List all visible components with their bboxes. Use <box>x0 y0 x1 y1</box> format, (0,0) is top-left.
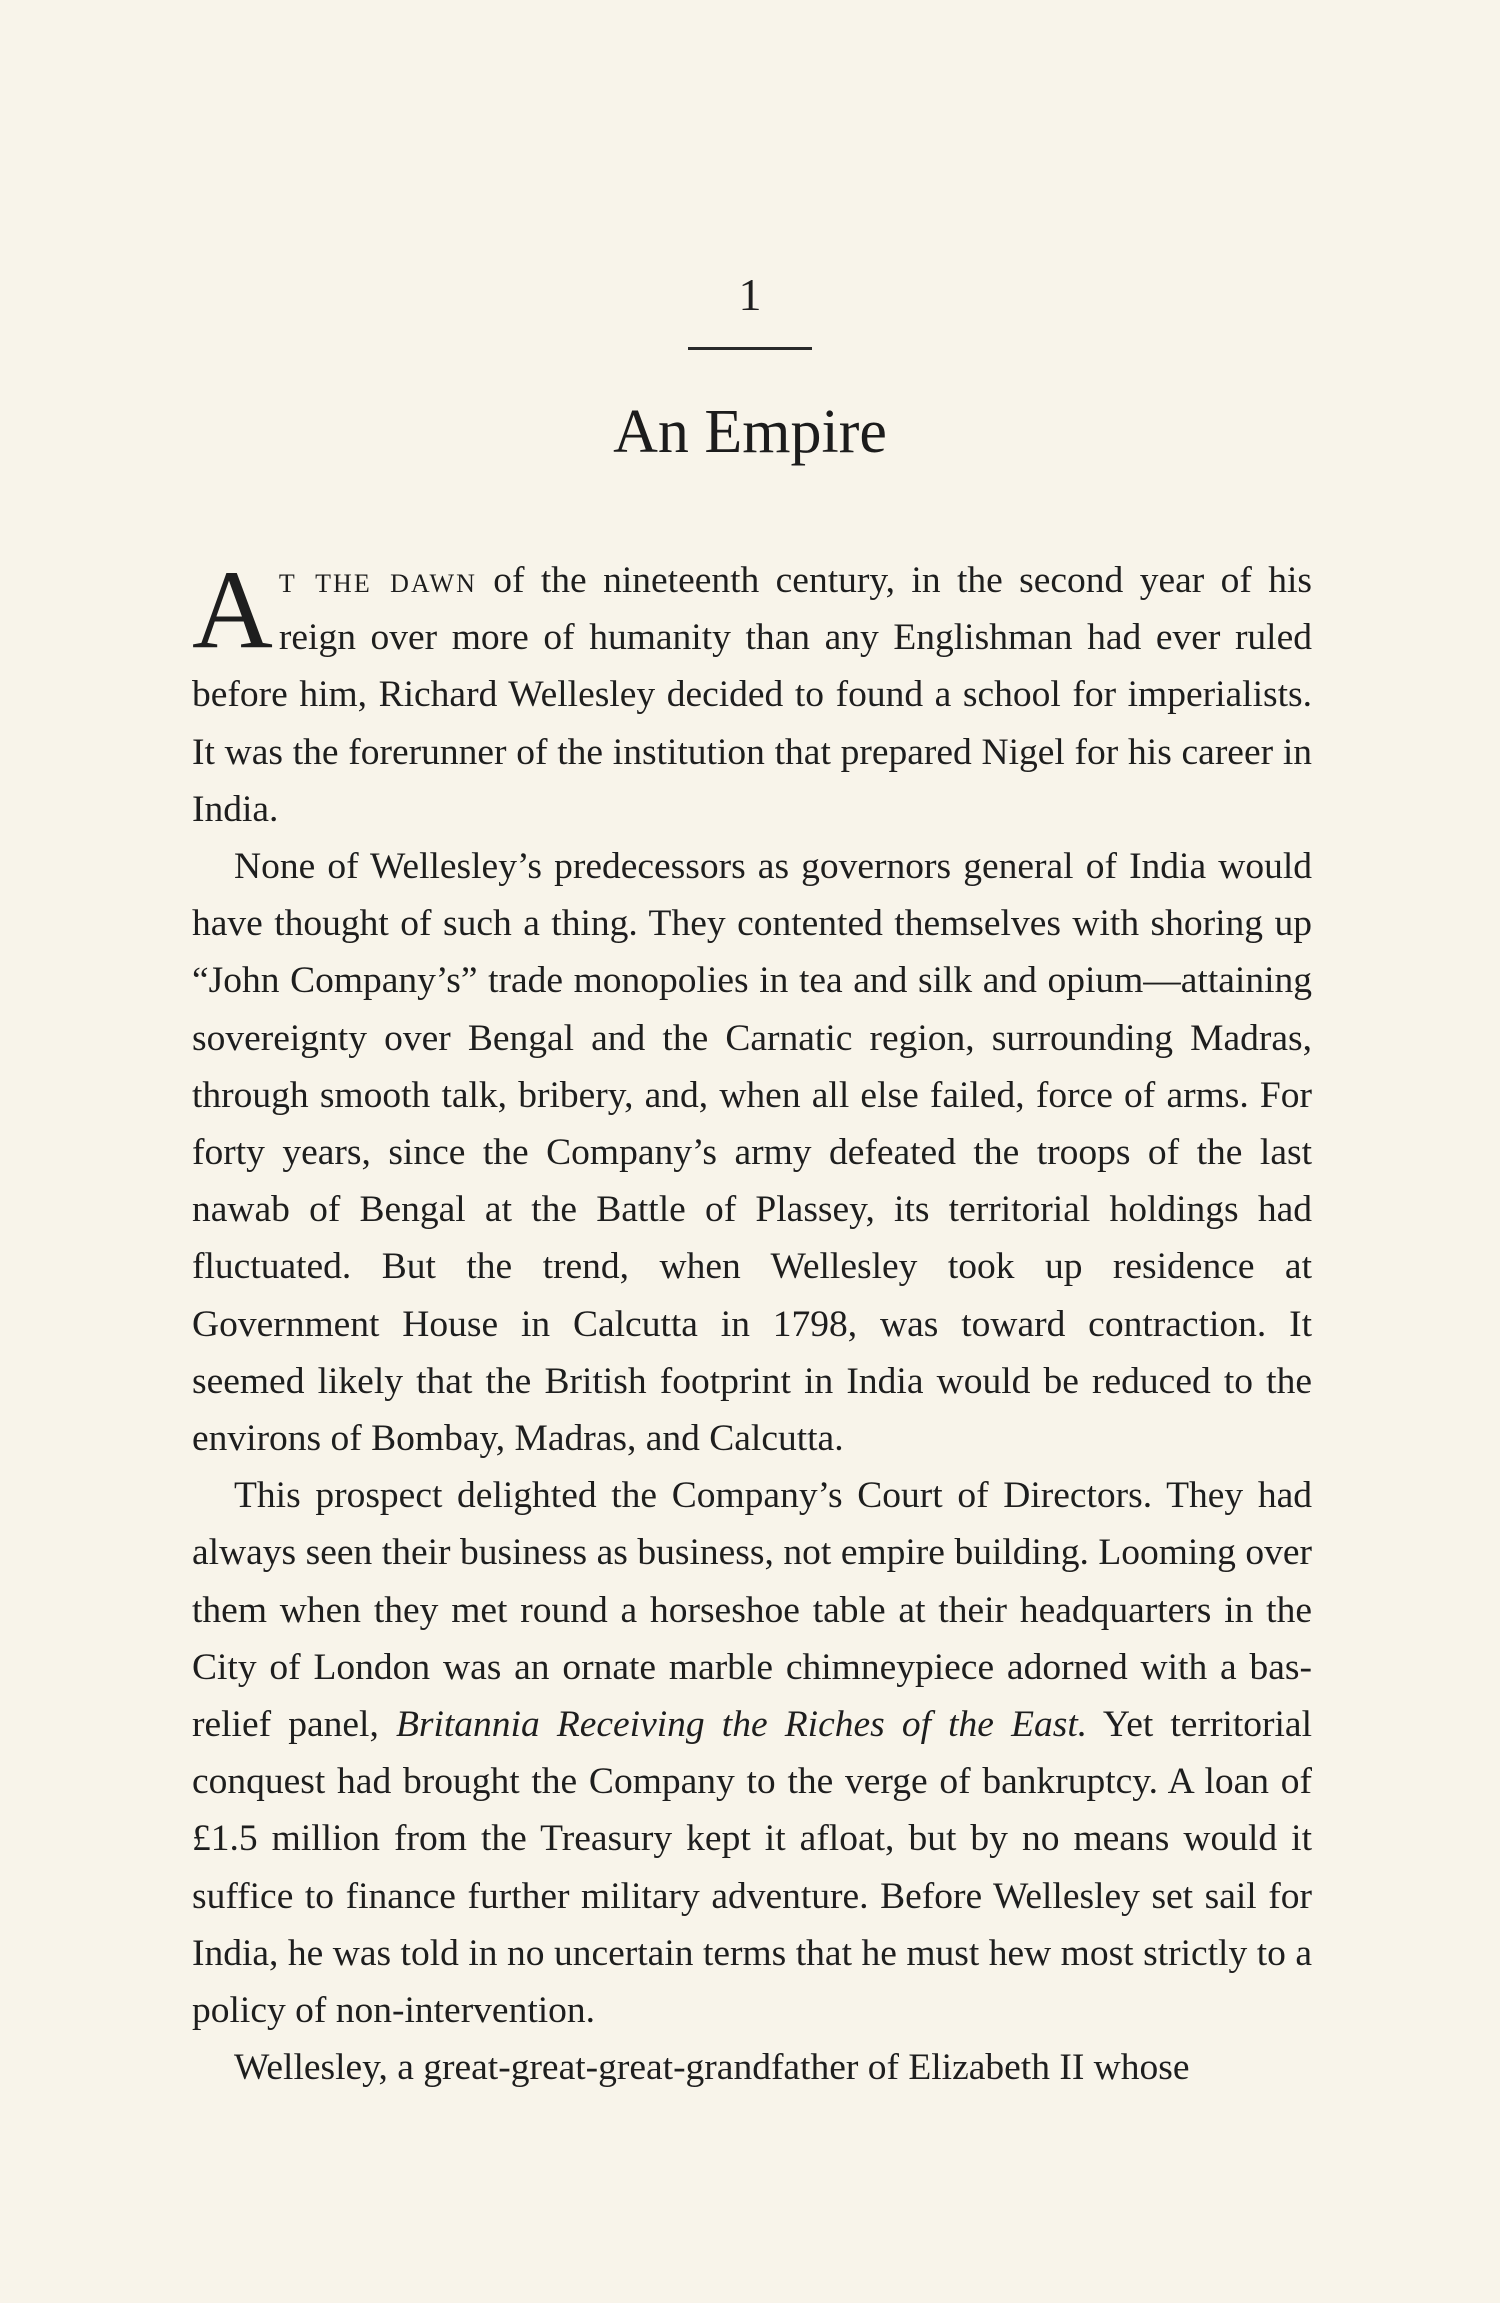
chapter-number: 1 <box>738 269 762 320</box>
paragraph-1 <box>192 548 1312 838</box>
paragraph-4: Wellesley, a great-great-great-grandfather of Elizabeth II whose <box>234 2047 1190 2089</box>
paragraph-1-text: of the nineteenth century, in the second year of his reign over more of humanity than any Englishman had ever ruled before him, Richard Wellesley decided to found a school for imperialists. It was the forerunner of the institution that prepared Nigel for his career in India. <box>192 560 1312 830</box>
chapter-title: An Empire <box>613 398 887 466</box>
paragraph-2: None of Wellesley’s predecessors as governors general of India would have thought of such a thing. They contented themselves with shoring up “John Company’s” trade monopolies in tea and silk and opium—attaining sovereignty over Bengal and the Carnatic region, surrounding Madras, through smooth talk, bribery, and, when all else failed, force of arms. For forty years, since the Company’s army defeated the troops of the last nawab of Bengal at the Battle of Plassey, its territorial holdings had fluctuated. But the trend, when Wellesley took up residence at Government House in Calcutta in 1798, was toward contraction. It seemed likely that the British footprint in India would be reduced to the environs of Bombay, Madras, and Calcutta. <box>192 846 1312 1460</box>
artwork-title: Britannia Receiving the Riches of the East. <box>395 1704 1088 1746</box>
body-text <box>192 548 1312 2096</box>
drop-cap: A <box>192 548 273 672</box>
paragraph-3-text-before: This prospect delighted the Company’s Court of Directors. They had always seen their business as business, not empire building. Looming over them when they met round a horseshoe table at their headquarters in the City of London was an ornate marble chimneypiece adorned with a bas-relief panel, <box>192 1475 1312 1746</box>
chapter-rule <box>688 347 812 350</box>
paragraph-3 <box>192 1467 1312 2039</box>
opening-small-caps: t the dawn <box>278 560 477 601</box>
paragraph-3-text-after: Yet territorial conquest had brought the Company to the verge of bankruptcy. A loan of £1.5 million from the Treasury kept it afloat, but by no means would it suffice to finance further military adventure. Before Wellesley set sail for India, he was told in no uncertain terms that he must hew most strictly to a policy of non-intervention. <box>192 1704 1312 2032</box>
